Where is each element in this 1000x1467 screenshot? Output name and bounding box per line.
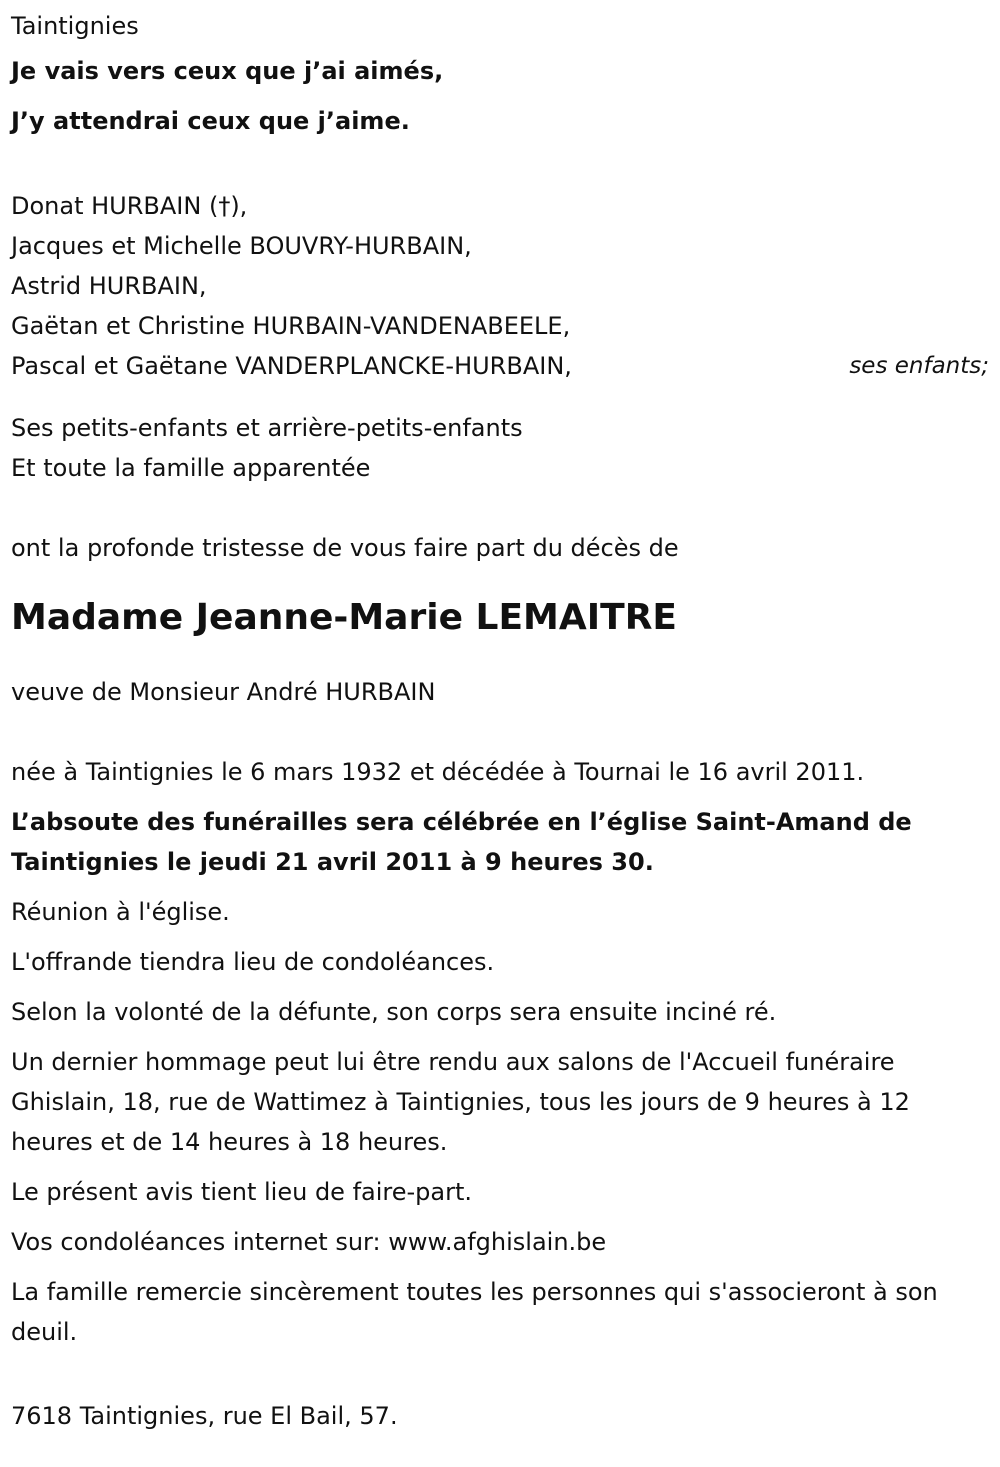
detail-paragraph: Selon la volonté de la défunte, son corps sera ensuite inciné ré. xyxy=(11,998,777,1026)
spacer xyxy=(11,146,991,186)
spacer xyxy=(11,488,991,528)
detail-paragraph: L'offrande tiendra lieu de condoléances. xyxy=(11,948,495,976)
detail-paragraph: Un dernier hommage peut lui être rendu aux salons de l'Accueil funéraire Ghislain, 18, rue de Wattimez à Taintignies, tous les jours de 9 heures à 12 heures et de 14 heures à 18 heures. xyxy=(11,1048,910,1156)
address-text: 7618 Taintignies, rue El Bail, 57. xyxy=(11,1402,398,1430)
children-role-label: ses enfants; xyxy=(849,353,989,379)
detail-paragraph: Le présent avis tient lieu de faire-part. xyxy=(11,1178,473,1206)
deceased-name: Madame Jeanne-Marie LEMAITRE xyxy=(11,597,677,638)
child-name: Gaëtan et Christine HURBAIN-VANDENABEELE, xyxy=(11,312,571,340)
widow-of-text: veuve de Monsieur André HURBAIN xyxy=(11,678,436,706)
family-line: Et toute la famille apparentée xyxy=(11,454,371,482)
poem-line-2: J’y attendrai ceux que j’aime. xyxy=(11,107,410,135)
birth-death-text: née à Taintignies le 6 mars 1932 et décédée à Tournai le 16 avril 2011. xyxy=(11,758,865,786)
spacer xyxy=(11,712,991,752)
child-name: Astrid HURBAIN, xyxy=(11,272,207,300)
child-name: Jacques et Michelle BOUVRY-HURBAIN, xyxy=(11,232,472,260)
grandchildren-line: Ses petits-enfants et arrière-petits-enfants xyxy=(11,414,523,442)
child-name: Pascal et Gaëtane VANDERPLANCKE-HURBAIN, xyxy=(11,352,572,380)
place-heading: Taintignies xyxy=(11,12,139,40)
detail-paragraph: Réunion à l'église. xyxy=(11,898,230,926)
ceremony-text: L’absoute des funérailles sera célébrée en l’église Saint-Amand de Taintignies le jeudi 21 avril 2011 à 9 heures 30. xyxy=(11,808,912,876)
extended-family xyxy=(11,408,991,488)
obituary-notice xyxy=(11,6,991,1436)
poem-line-1: Je vais vers ceux que j’ai aimés, xyxy=(11,57,444,85)
child-name: Donat HURBAIN (†), xyxy=(11,192,248,220)
children-list xyxy=(11,186,991,386)
announcement-text: ont la profonde tristesse de vous faire part du décès de xyxy=(11,534,679,562)
condolences-website-text: Vos condoléances internet sur: www.afghislain.be xyxy=(11,1228,607,1256)
detail-paragraph: La famille remercie sincèrement toutes les personnes qui s'associeront à son deuil. xyxy=(11,1278,938,1346)
